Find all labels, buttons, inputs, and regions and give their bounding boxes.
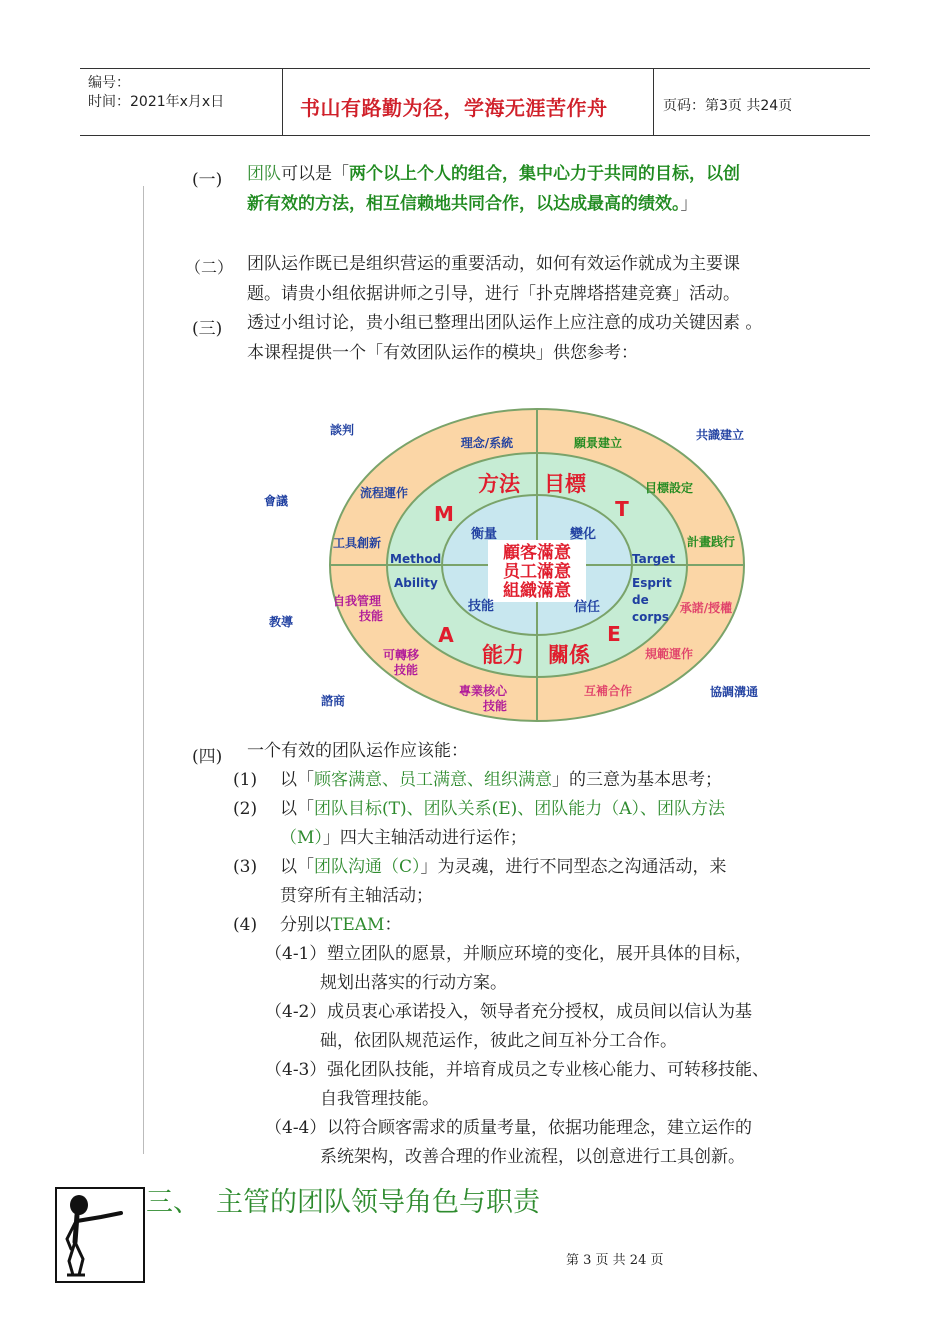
ring-core-2: 技能 xyxy=(482,699,508,713)
item-4-line-1: 分别以TEAM： xyxy=(280,915,402,935)
subitem-4-4-line-1: 以符合顾客需求的质量考量，依据功能理念，建立运作的 xyxy=(327,1118,752,1138)
ring-goal-setting: 目標設定 xyxy=(644,481,694,495)
header-top-rule xyxy=(80,68,870,69)
subitem-4-4-line-2: 系统架构，改善合理的作业流程，以创意进行工具创新。 xyxy=(320,1147,745,1167)
item-3-line-2: 贯穿所有主轴活动； xyxy=(280,886,433,906)
ring-core-1: 專業核心 xyxy=(458,684,508,698)
paragraph-3-line-2: 本课程提供一个「有效团队运作的模块」供您参考： xyxy=(247,343,638,363)
ring-self-mgmt-2: 技能 xyxy=(358,609,384,623)
center-customer: 顧客滿意 xyxy=(503,543,571,563)
letter-m: M xyxy=(434,502,454,526)
item-3-number: (3) xyxy=(233,857,258,877)
paragraph-2-line-2: 题。请贵小组依据讲师之引导，进行「扑克牌塔搭建竞赛」活动。 xyxy=(247,284,740,304)
subitem-4-1-number: （4-1） xyxy=(265,944,327,964)
subitem-4-1-line-1: 塑立团队的愿景，并顺应环境的变化，展开具体的目标， xyxy=(327,944,752,964)
outside-coordination: 協調溝通 xyxy=(709,685,759,699)
left-margin-rule xyxy=(143,186,144,1154)
quadrant-ability: 能力 xyxy=(482,643,524,667)
section-number: 三、 xyxy=(146,1187,200,1218)
ring-cooperation: 互補合作 xyxy=(583,684,633,698)
letter-t: T xyxy=(615,497,629,521)
item-2-number: (2) xyxy=(233,799,258,819)
subitem-4-1-line-2: 规划出落实的行动方案。 xyxy=(320,973,507,993)
inner-skill: 技能 xyxy=(467,599,495,614)
ring-transferable-1: 可轉移 xyxy=(382,648,420,662)
outside-coaching: 教導 xyxy=(268,615,294,629)
ring-philosophy: 理念/系統 xyxy=(460,436,514,450)
ring-commit: 承諾/授權 xyxy=(679,601,733,615)
item-1-line-1: 以「顾客满意、员工满意、组织满意」的三意为基本思考； xyxy=(280,770,722,790)
subitem-4-4-number: （4-4） xyxy=(265,1118,327,1138)
word-method: Method xyxy=(390,552,442,566)
ring-tool-innovation: 工具創新 xyxy=(332,536,382,550)
outside-meeting: 會議 xyxy=(263,494,289,508)
outside-negotiation: 談判 xyxy=(329,423,355,437)
item-2-line-1: 以「团队目标(T)、团队关系(E)、团队能力（A）、团队方法 xyxy=(280,799,726,819)
ring-norm: 規範運作 xyxy=(644,647,694,661)
paragraph-2-line-1: 团队运作既已是组织营运的重要活动，如何有效运作就成为主要课 xyxy=(247,254,740,274)
paragraph-1-line-1: 团队可以是「两个以上个人的组合，集中心力于共同的目标，以创 xyxy=(247,164,740,184)
inner-trust: 信任 xyxy=(573,600,601,615)
ring-transferable-2: 技能 xyxy=(393,663,419,677)
ring-plan: 計畫践行 xyxy=(686,535,736,549)
word-corps: corps xyxy=(632,610,670,624)
subitem-4-3-number: （4-3） xyxy=(265,1060,327,1080)
letter-a: A xyxy=(438,623,454,647)
outside-consensus: 共識建立 xyxy=(695,428,745,442)
word-esprit: Esprit xyxy=(632,576,672,590)
pointing-figure-icon xyxy=(55,1187,145,1283)
paragraph-2-marker: （二） xyxy=(185,258,234,277)
subitem-4-2-number: （4-2） xyxy=(265,1002,327,1022)
header-motto: 书山有路勤为径，学海无涯苦作舟 xyxy=(300,96,608,120)
paragraph-1-marker: (一) xyxy=(192,170,223,190)
item-4-number: (4) xyxy=(233,915,258,935)
footer-page-number: 第 3 页 共 24 页 xyxy=(566,1253,664,1268)
header-time-label: 时间：2021年x月x日 xyxy=(88,94,225,110)
ring-process: 流程運作 xyxy=(359,486,409,500)
center-employee: 员工滿意 xyxy=(503,562,571,582)
header-divider-left xyxy=(282,68,283,136)
letter-e: E xyxy=(607,622,621,646)
ring-vision: 願景建立 xyxy=(573,436,623,450)
paragraph-4-intro: 一个有效的团队运作应该能： xyxy=(247,741,468,761)
item-2-line-2: （M）」四大主轴活动进行运作； xyxy=(280,828,527,848)
inner-change: 變化 xyxy=(569,527,597,542)
paragraph-4-marker: (四) xyxy=(192,747,223,767)
subitem-4-3-line-1: 强化团队技能，并培育成员之专业核心能力、可转移技能、 xyxy=(327,1060,769,1080)
ring-self-mgmt-1: 自我管理 xyxy=(332,594,382,608)
section-title: 主管的团队领导角色与职责 xyxy=(216,1187,540,1218)
subitem-4-2-line-2: 础，依团队规范运作，彼此之间互补分工合作。 xyxy=(320,1031,677,1051)
item-1-number: (1) xyxy=(233,770,258,790)
outside-consulting: 諮商 xyxy=(320,694,346,708)
subitem-4-2-line-1: 成员衷心承诺投入，领导者充分授权，成员间以信认为基 xyxy=(327,1002,752,1022)
team-word: 团队 xyxy=(247,164,281,184)
header-bottom-rule xyxy=(80,135,870,136)
header-number-label: 编号： xyxy=(88,75,130,91)
header-page-info: 页码：第3页 共24页 xyxy=(663,98,793,114)
paragraph-3-marker: (三) xyxy=(192,319,223,339)
item-3-line-1: 以「团队沟通（C）」为灵魂，进行不同型态之沟通活动，来 xyxy=(280,857,727,877)
team-model-diagram xyxy=(240,400,770,730)
word-de: de xyxy=(632,593,649,607)
paragraph-3-line-1: 透过小组讨论，贵小组已整理出团队运作上应注意的成功关键因素 。 xyxy=(247,313,763,333)
center-organization: 組織滿意 xyxy=(503,581,571,601)
header-divider-right xyxy=(653,68,654,136)
quadrant-target: 目標 xyxy=(544,472,586,496)
inner-measure: 衡量 xyxy=(470,527,498,542)
word-target: Target xyxy=(632,552,676,566)
word-ability: Ability xyxy=(394,576,438,590)
paragraph-1-line-2: 新有效的方法，相互信赖地共同合作，以达成最高的绩效。」 xyxy=(247,194,698,214)
quadrant-method: 方法 xyxy=(478,472,520,496)
quadrant-relation: 關係 xyxy=(548,643,590,667)
subitem-4-3-line-2: 自我管理技能。 xyxy=(320,1089,439,1109)
